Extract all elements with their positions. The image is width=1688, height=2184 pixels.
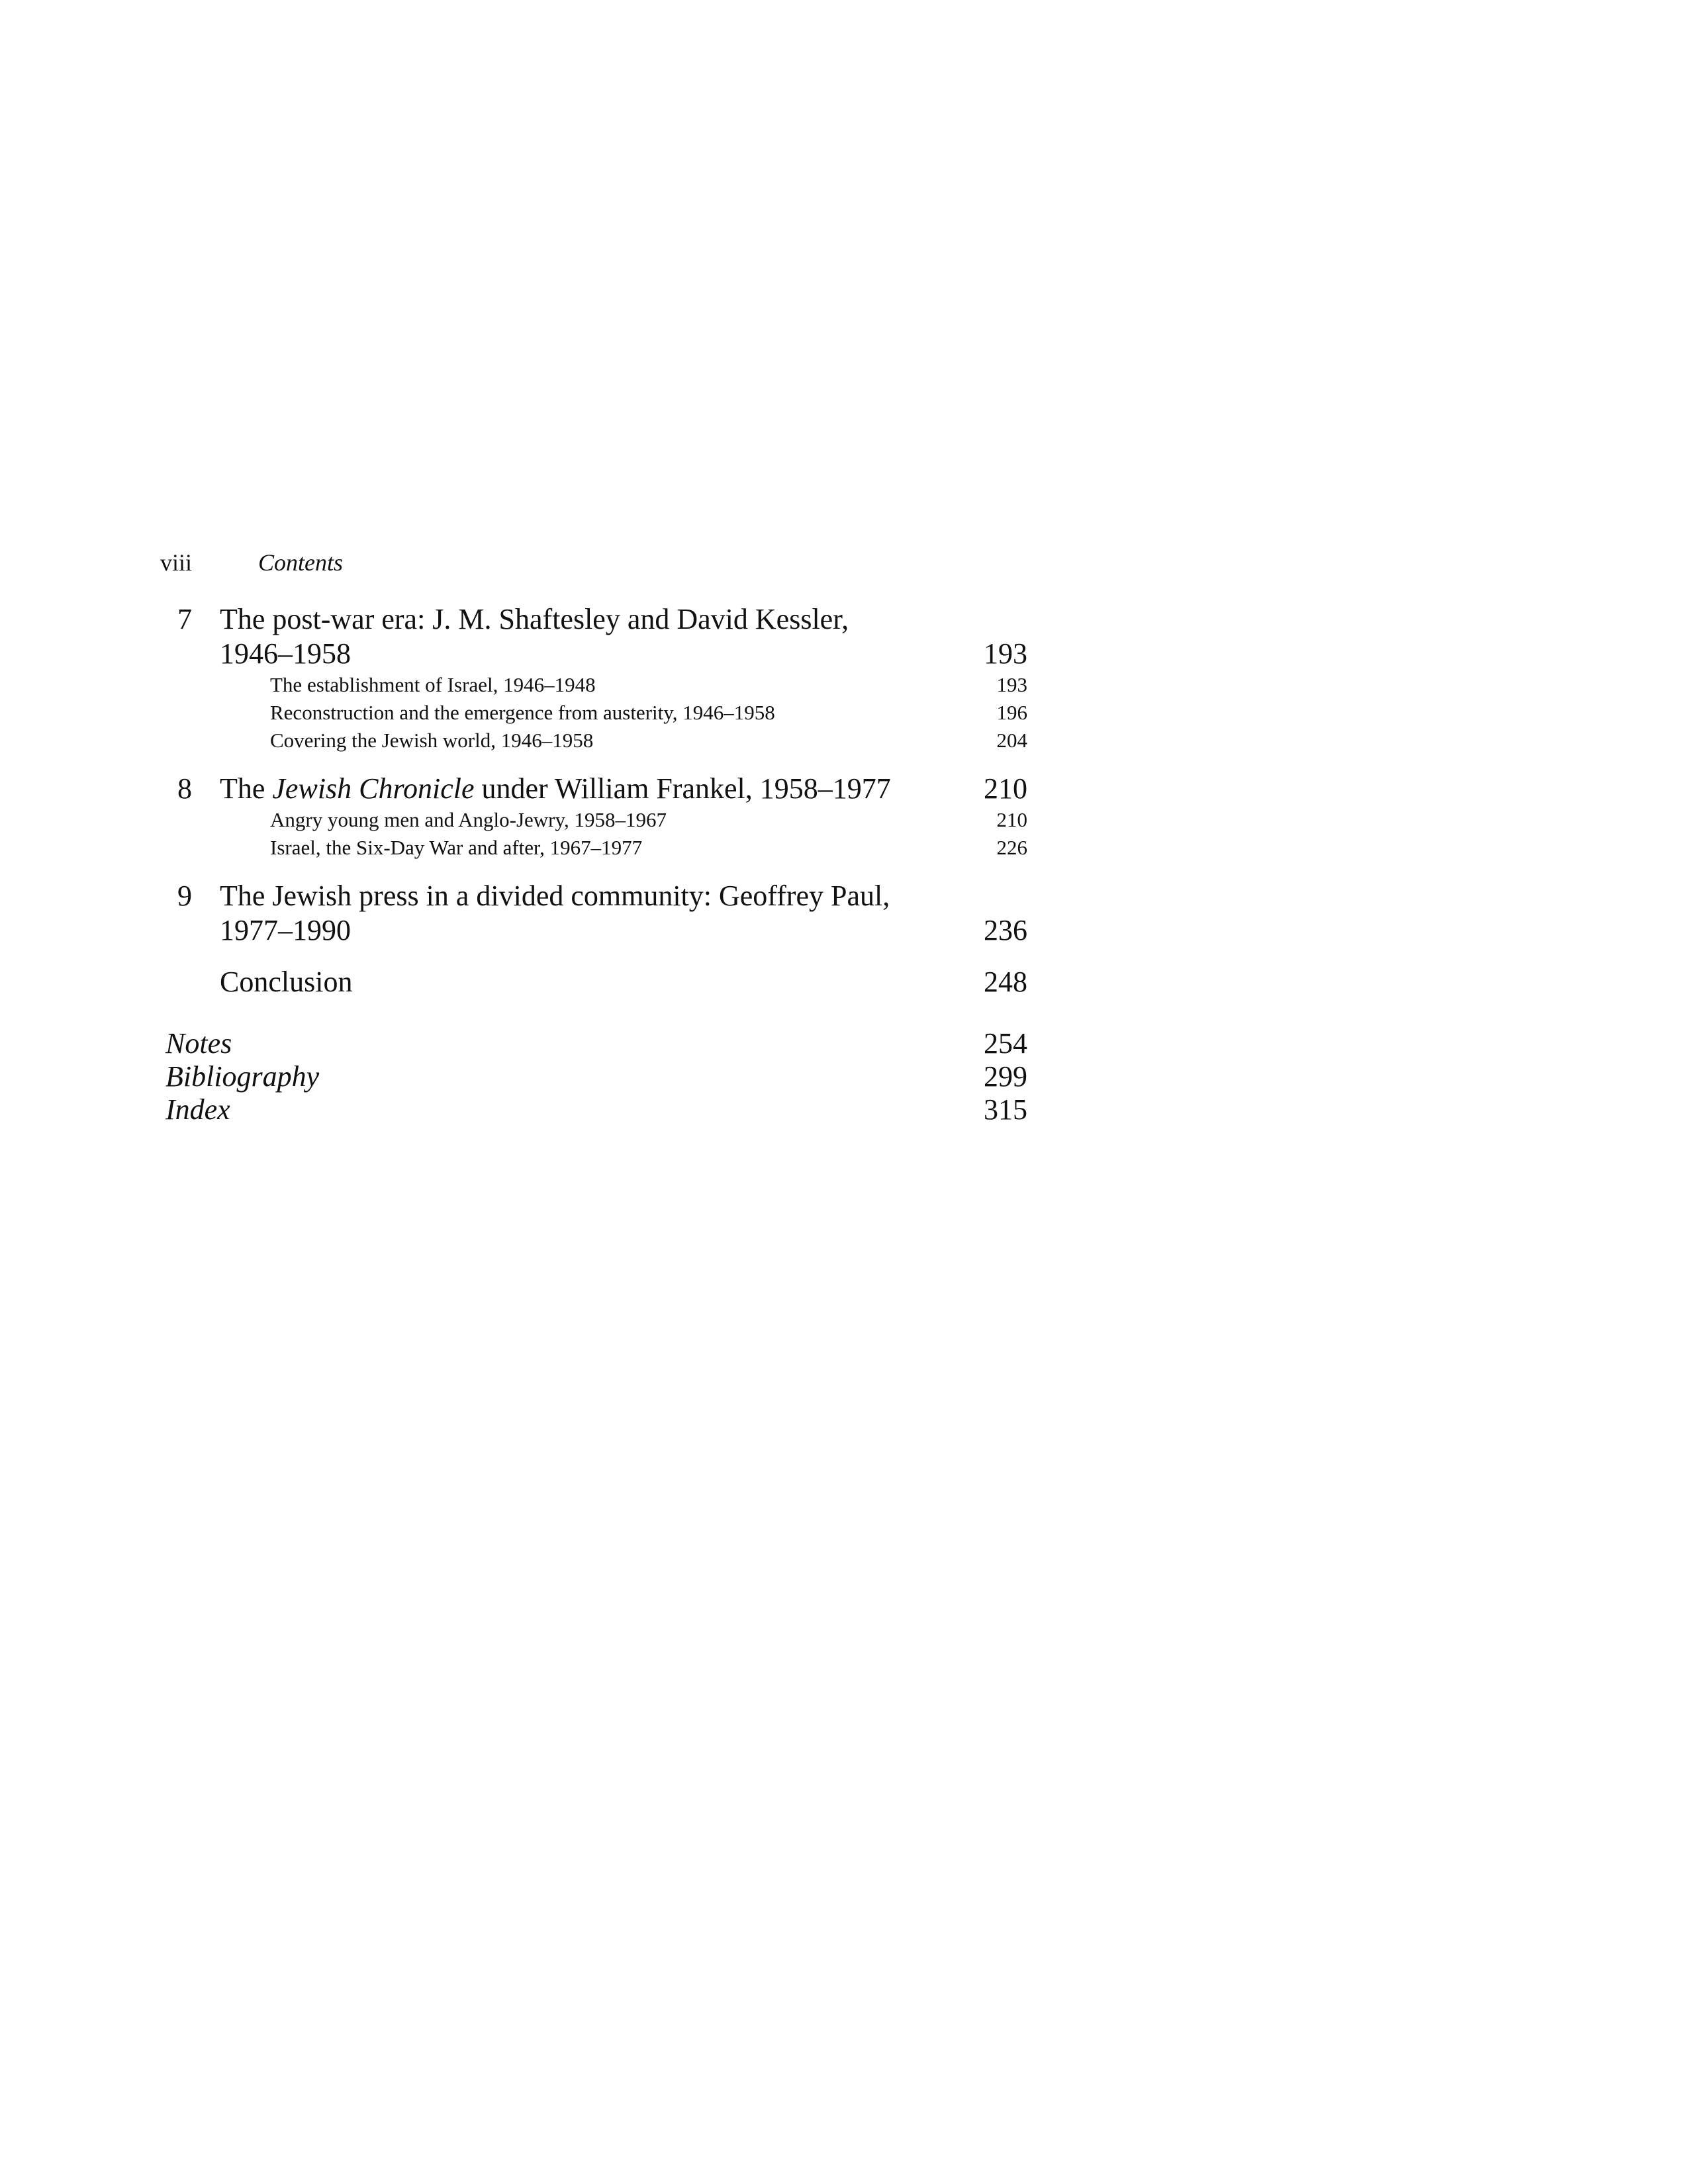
toc-chapter-8 xyxy=(160,772,1027,862)
backmatter-title: Notes xyxy=(165,1027,232,1060)
backmatter-notes xyxy=(165,1027,1027,1060)
chapter-page-number: 248 xyxy=(984,966,1027,998)
chapter-title-prefix: The xyxy=(220,772,273,805)
chapter-title xyxy=(220,772,1027,806)
chapter-page-number: 193 xyxy=(984,637,1027,670)
page-folio: viii xyxy=(160,549,193,576)
chapter-number: 7 xyxy=(177,603,192,635)
chapter-title-line-2: 1977–1990 xyxy=(220,914,351,946)
chapter-title xyxy=(220,602,1027,671)
section-title: Covering the Jewish world, 1946–1958 xyxy=(270,729,594,752)
toc-conclusion xyxy=(160,965,1027,999)
backmatter-title: Bibliography xyxy=(165,1060,320,1093)
section-title: The establishment of Israel, 1946–1948 xyxy=(270,673,596,696)
backmatter-list xyxy=(165,1027,1027,1126)
backmatter-title: Index xyxy=(165,1093,230,1126)
toc-section xyxy=(270,671,1027,699)
chapter-page-number: 210 xyxy=(984,772,1027,805)
chapter-page-number: 236 xyxy=(984,914,1027,946)
backmatter-page-number: 254 xyxy=(984,1027,1027,1060)
chapter-title-line-2: 1946–1958 xyxy=(220,637,351,670)
backmatter-bibliography xyxy=(165,1060,1027,1093)
section-page-number: 226 xyxy=(996,836,1027,859)
toc-section xyxy=(270,727,1027,754)
table-of-contents xyxy=(160,602,1027,1017)
toc-chapter-9 xyxy=(160,879,1027,948)
chapter-title xyxy=(220,965,1027,999)
toc-section xyxy=(270,699,1027,727)
toc-section xyxy=(270,806,1027,834)
section-page-number: 193 xyxy=(996,673,1027,696)
section-page-number: 210 xyxy=(996,808,1027,831)
section-title: Israel, the Six-Day War and after, 1967–1977 xyxy=(270,836,643,859)
chapter-number: 8 xyxy=(177,772,192,805)
section-list xyxy=(270,671,1027,754)
conclusion-title: Conclusion xyxy=(220,966,353,998)
section-title: Reconstruction and the emergence from austerity, 1946–1958 xyxy=(270,701,775,724)
section-page-number: 204 xyxy=(996,729,1027,752)
running-head-title: Contents xyxy=(258,549,344,576)
toc-chapter-7 xyxy=(160,602,1027,754)
section-list xyxy=(270,806,1027,862)
backmatter-page-number: 299 xyxy=(984,1060,1027,1093)
backmatter-index xyxy=(165,1093,1027,1126)
chapter-title xyxy=(220,879,1027,948)
backmatter-page-number: 315 xyxy=(984,1093,1027,1126)
chapter-title-suffix: under William Frankel, 1958–1977 xyxy=(474,772,891,805)
chapter-title-line-1: The Jewish press in a divided community: Geoffrey Paul, xyxy=(220,880,890,912)
chapter-number: 9 xyxy=(177,880,192,912)
chapter-title-line-1: The post-war era: J. M. Shaftesley and David Kessler, xyxy=(220,603,849,635)
chapter-title-italic: Jewish Chronicle xyxy=(272,772,475,805)
section-page-number: 196 xyxy=(996,701,1027,724)
section-title: Angry young men and Anglo-Jewry, 1958–1967 xyxy=(270,808,667,831)
toc-section xyxy=(270,834,1027,862)
